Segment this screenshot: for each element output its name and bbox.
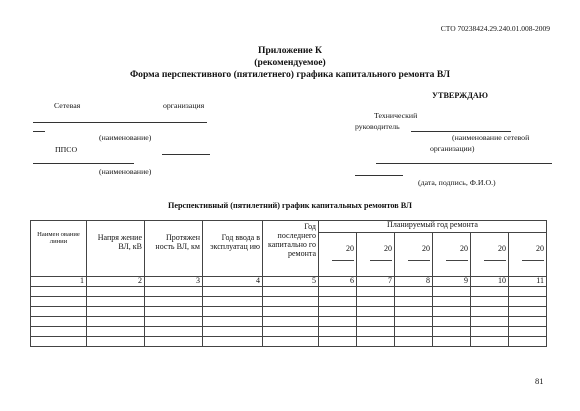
column-number: 6 (319, 277, 357, 287)
header-last-repair-year: Год последнего капитально го ремонта (263, 221, 319, 277)
header-voltage: Напря жение ВЛ, кВ (87, 221, 145, 277)
column-number: 2 (87, 277, 145, 287)
column-number: 4 (203, 277, 263, 287)
form-title: Форма перспективного (пятилетнего) графика капитального ремонта ВЛ (129, 69, 451, 80)
head-label: руководитель (355, 122, 400, 131)
column-number: 8 (395, 277, 433, 287)
date-line (355, 175, 403, 176)
column-number: 3 (145, 277, 203, 287)
column-number: 1 (31, 277, 87, 287)
column-number: 11 (509, 277, 547, 287)
header-commission-year: Год ввода в эксплуатац ию (203, 221, 263, 277)
header-planned-year: Планируемый год ремонта (319, 221, 547, 233)
appendix-status: (рекомендуемое) (254, 57, 326, 68)
planned-year-cell: 20 (319, 233, 357, 277)
table-row (31, 287, 547, 297)
column-number: 9 (433, 277, 471, 287)
org-name-line (33, 122, 207, 123)
appendix-title: Приложение К (257, 45, 323, 56)
planned-year-cell: 20 (433, 233, 471, 277)
column-number: 7 (357, 277, 395, 287)
column-number: 5 (263, 277, 319, 287)
network-name-hint-2: организации) (430, 144, 475, 153)
tech-head-label: Технический (374, 111, 418, 120)
table-row (31, 337, 547, 347)
table-row (31, 307, 547, 317)
org-name-line-2 (33, 131, 45, 132)
signature-hint: (дата, подпись, Ф.И.О.) (418, 178, 496, 187)
repair-schedule-table (30, 220, 547, 347)
page-number: 81 (535, 376, 544, 386)
network-label: Сетевая (54, 101, 81, 110)
column-number-row (31, 277, 547, 287)
signature-line (376, 163, 552, 164)
table-row (31, 317, 547, 327)
organization-label: организация (163, 101, 205, 110)
column-number: 10 (471, 277, 509, 287)
document-code: СТО 70238424.29.240.01.008-2009 (440, 24, 550, 33)
head-name-line (411, 131, 511, 132)
ppso-name-line (33, 163, 134, 164)
header-length: Протяжен ность ВЛ, км (145, 221, 203, 277)
ppso-line-right (162, 154, 210, 155)
planned-year-cell: 20 (357, 233, 395, 277)
header-line-name: Наимен ование линии (31, 221, 87, 277)
ppso-name-hint: (наименование) (99, 167, 152, 176)
network-name-hint: (наименование сетевой (452, 133, 530, 142)
table-row (31, 297, 547, 307)
org-name-hint: (наименование) (99, 133, 152, 142)
schedule-subtitle: Перспективный (пятилетний) график капитальных ремонтов ВЛ (167, 201, 413, 210)
table-row (31, 327, 547, 337)
planned-year-cell: 20 (395, 233, 433, 277)
approve-heading: УТВЕРЖДАЮ (432, 91, 488, 100)
ppso-label: ППСО (55, 145, 78, 154)
planned-year-cell: 20 (471, 233, 509, 277)
planned-year-cell: 20 (509, 233, 547, 277)
